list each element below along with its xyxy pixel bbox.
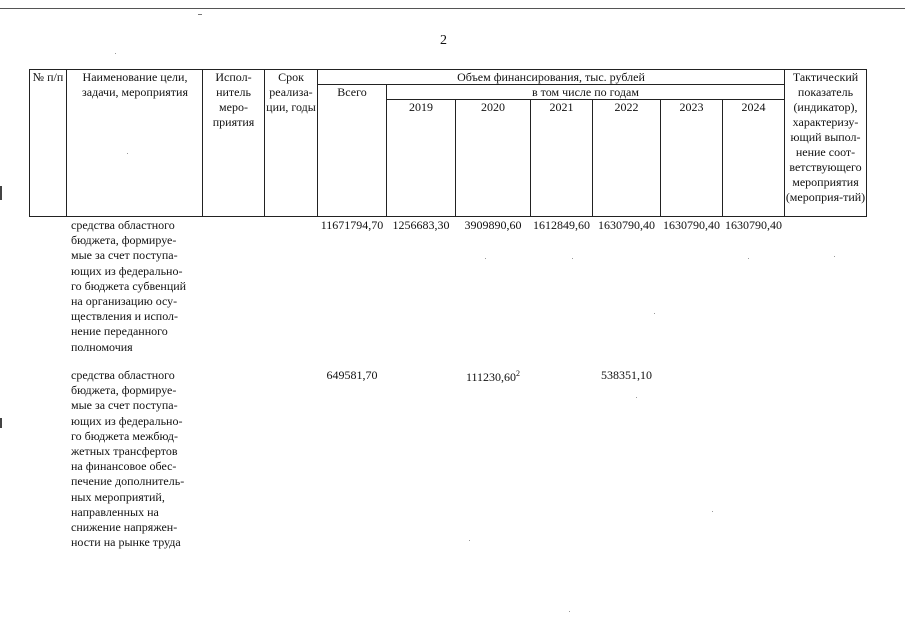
text-line: жетных трансфертов xyxy=(71,444,178,459)
header-year-2023: 2023 xyxy=(679,100,704,114)
scan-mark xyxy=(0,418,2,428)
text-line: на организацию осу- xyxy=(71,294,178,309)
text-line: ющих из федерально- xyxy=(71,413,183,428)
row-1-2022: 1630790,40 xyxy=(598,218,655,232)
table-row-2-name xyxy=(71,368,206,550)
text-line: ществления и испол- xyxy=(71,309,179,324)
header-label: Наименование цели, задачи, мероприятия xyxy=(82,70,188,99)
row-1-2023: 1630790,40 xyxy=(663,218,720,232)
text-line: бюджета, формируе- xyxy=(71,233,177,248)
header-label: в том числе по годам xyxy=(532,85,639,99)
scan-speck xyxy=(654,313,655,314)
scan-speck xyxy=(469,540,470,541)
row-1-total: 11671794,70 xyxy=(320,218,384,232)
scan-speck xyxy=(834,256,835,257)
header-col-by-years xyxy=(387,85,784,100)
text-line: на финансовое обес- xyxy=(71,459,177,474)
row-1-2021: 1612849,60 xyxy=(533,218,590,232)
text-line: средства областного xyxy=(71,218,175,232)
header-year-2024: 2024 xyxy=(741,100,766,114)
row-2-2020 xyxy=(456,366,530,385)
row-1-2019: 1256683,30 xyxy=(392,218,450,232)
scan-speck xyxy=(127,153,128,154)
header-col-executor xyxy=(203,70,264,130)
table-row-1-name xyxy=(71,218,206,355)
header-year-2020: 2020 xyxy=(481,100,505,114)
text-line: печение дополнитель- xyxy=(71,474,185,489)
text-line: направленных на xyxy=(71,504,159,519)
text-line: го бюджета межбюд- xyxy=(71,428,178,443)
header-year-2021: 2021 xyxy=(549,100,574,114)
header-col-indicator xyxy=(785,70,866,205)
header-year-2019: 2019 xyxy=(409,100,433,114)
text-line: го бюджета субвенций xyxy=(71,278,187,293)
scan-mark xyxy=(0,186,2,200)
text-line: средства областного xyxy=(71,368,175,382)
header-label: № п/п xyxy=(32,70,64,84)
header-col-number xyxy=(30,70,66,85)
header-col-term xyxy=(265,70,317,115)
scan-speck xyxy=(712,511,713,512)
text-line: нение переданного xyxy=(71,324,168,339)
header-col-name xyxy=(69,70,201,100)
row-2-2020-value: 111230,60 xyxy=(465,370,517,384)
scan-speck xyxy=(115,53,116,54)
text-line: ности на рынке труда xyxy=(71,535,181,550)
header-label: Тактический показатель (индикатор), характеризу-ющий выпол-нение соот-ветствующего мероприятия (мероприя-тий) xyxy=(785,70,866,204)
header-year-2022: 2022 xyxy=(614,100,639,114)
scan-speck xyxy=(748,258,749,259)
text-line: снижение напряжен- xyxy=(71,520,178,535)
row-1-2020: 3909890,60 xyxy=(464,218,522,232)
page-top-border xyxy=(0,8,905,9)
header-label: Испол-нитель меро-приятия xyxy=(212,70,255,129)
scan-speck xyxy=(572,258,573,259)
text-line: полномочия xyxy=(71,339,133,354)
text-line: ных мероприятий, xyxy=(71,489,165,504)
text-line: мые за счет поступа- xyxy=(71,398,178,413)
text-line: бюджета, формируе- xyxy=(71,383,177,398)
header-col-funding xyxy=(318,70,784,85)
scan-speck xyxy=(485,258,486,259)
scan-mark xyxy=(198,14,202,15)
scan-speck xyxy=(569,611,570,612)
header-col-total xyxy=(318,85,386,100)
header-label: Всего xyxy=(337,85,367,99)
row-2-2022: 538351,10 xyxy=(601,368,652,382)
row-2-total: 649581,70 xyxy=(326,368,378,382)
footnote-mark: 2 xyxy=(516,369,521,378)
text-line: мые за счет поступа- xyxy=(71,248,178,263)
text-line: ющих из федерально- xyxy=(71,263,183,278)
scan-speck xyxy=(636,397,637,398)
header-label: Срок реализа-ции, годы xyxy=(266,70,316,114)
page-number: 2 xyxy=(440,33,447,48)
header-label: Объем финансирования, тыс. рублей xyxy=(457,70,645,84)
row-1-2024: 1630790,40 xyxy=(725,218,782,232)
